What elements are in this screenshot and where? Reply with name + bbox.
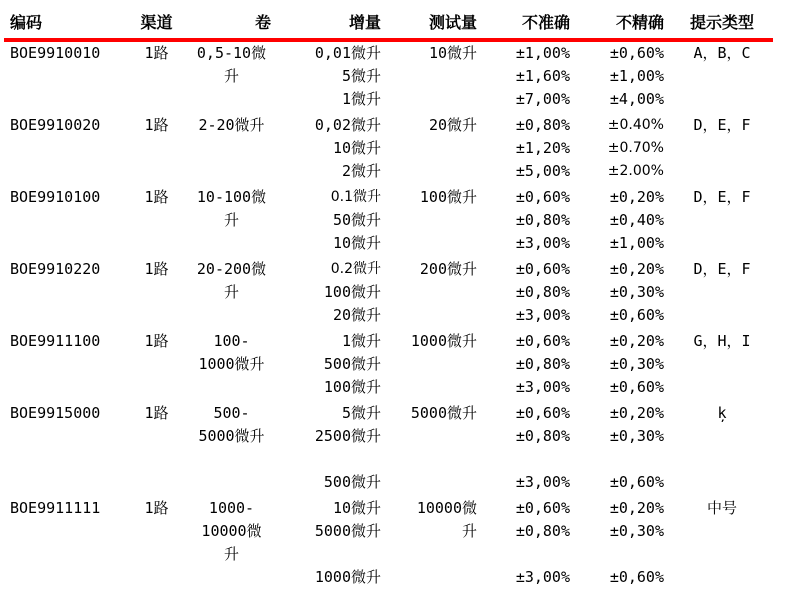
- cell-code: [4, 566, 129, 589]
- cell-increment: 5微升: [341, 67, 381, 85]
- cell-test-volume: [384, 232, 481, 255]
- cell-inaccuracy: ±5,00%: [515, 162, 570, 180]
- cell-volume: 升: [223, 283, 239, 301]
- cell-channel: 1路: [144, 188, 169, 206]
- cell-tip-type: [671, 232, 773, 255]
- column-header-inaccuracy: 不准确: [481, 8, 574, 40]
- cell-test-volume: [384, 376, 481, 399]
- cell-channel: 1路: [144, 44, 169, 62]
- cell-inaccuracy: ±0,80%: [515, 116, 570, 134]
- cell-channel: [129, 88, 184, 111]
- cell-channel: 1路: [144, 116, 169, 134]
- cell-imprecision: ±0,20%: [609, 404, 664, 422]
- cell-channel: [129, 543, 184, 566]
- cell-code: [4, 448, 129, 471]
- cell-code: [4, 304, 129, 327]
- cell-inaccuracy: ±7,00%: [515, 90, 570, 108]
- table-row: [4, 137, 773, 160]
- cell-imprecision: [574, 543, 671, 566]
- table-row: [4, 40, 773, 65]
- cell-test-volume: [384, 471, 481, 494]
- cell-imprecision: ±4,00%: [609, 90, 664, 108]
- cell-tip-type: [671, 520, 773, 543]
- cell-inaccuracy: ±3,00%: [515, 378, 570, 396]
- cell-imprecision: ±0,60%: [609, 44, 664, 62]
- cell-channel: [129, 281, 184, 304]
- cell-inaccuracy: ±0,60%: [515, 499, 570, 517]
- table-row: [4, 65, 773, 88]
- cell-tip-type: ķ: [717, 404, 727, 422]
- cell-volume: [184, 304, 279, 327]
- cell-channel: [129, 448, 184, 471]
- cell-increment: 0,02微升: [314, 116, 381, 134]
- cell-tip-type: [671, 543, 773, 566]
- cell-increment: 10微升: [332, 139, 381, 157]
- cell-volume: [184, 448, 279, 471]
- cell-channel: [129, 520, 184, 543]
- cell-inaccuracy: ±1,20%: [515, 139, 570, 157]
- cell-code: [4, 281, 129, 304]
- cell-test-volume: [384, 160, 481, 183]
- cell-test-volume: 1000微升: [410, 332, 477, 350]
- cell-volume: [184, 471, 279, 494]
- cell-tip-type: 中号: [706, 499, 737, 517]
- cell-inaccuracy: ±0,60%: [515, 260, 570, 278]
- table-row: [4, 160, 773, 183]
- cell-increment: 10微升: [332, 499, 381, 517]
- cell-imprecision: ±0.40%: [607, 117, 664, 133]
- table-row: [4, 494, 773, 520]
- cell-increment: 5000微升: [314, 522, 381, 540]
- cell-inaccuracy: ±0,80%: [515, 211, 570, 229]
- cell-channel: [129, 353, 184, 376]
- cell-increment: 5微升: [341, 404, 381, 422]
- cell-inaccuracy: ±1,60%: [515, 67, 570, 85]
- column-header-increment: 增量: [279, 8, 384, 40]
- cell-tip-type: [671, 209, 773, 232]
- cell-increment: 100微升: [323, 378, 381, 396]
- table-row: [4, 471, 773, 494]
- cell-channel: [129, 304, 184, 327]
- cell-channel: [129, 160, 184, 183]
- cell-channel: [129, 376, 184, 399]
- header-row: [4, 8, 773, 40]
- cell-imprecision: ±0,60%: [609, 378, 664, 396]
- cell-increment: 500微升: [323, 473, 381, 491]
- cell-imprecision: ±0,60%: [609, 568, 664, 586]
- table-row: [4, 376, 773, 399]
- cell-tip-type: G，H，I: [693, 332, 751, 350]
- cell-volume: 1000微升: [198, 355, 265, 373]
- cell-volume: [184, 137, 279, 160]
- cell-test-volume: [384, 566, 481, 589]
- cell-volume: 20-200微: [196, 260, 267, 278]
- cell-increment: 100微升: [323, 283, 381, 301]
- cell-imprecision: ±1,00%: [609, 67, 664, 85]
- cell-tip-type: [671, 471, 773, 494]
- cell-imprecision: ±0.70%: [607, 140, 664, 156]
- table-row: [4, 520, 773, 543]
- table-row: [4, 399, 773, 425]
- cell-code: BOE9910220: [10, 260, 101, 278]
- table-row: [4, 448, 773, 471]
- cell-inaccuracy: ±1,00%: [515, 44, 570, 62]
- cell-volume: [184, 566, 279, 589]
- cell-tip-type: D，E，F: [693, 188, 751, 206]
- cell-inaccuracy: ±0,80%: [515, 283, 570, 301]
- cell-channel: [129, 137, 184, 160]
- cell-volume: 100-: [213, 332, 250, 350]
- table-row: [4, 111, 773, 137]
- table-row: [4, 425, 773, 448]
- cell-tip-type: [671, 88, 773, 111]
- table-row: [4, 304, 773, 327]
- cell-volume: [184, 88, 279, 111]
- cell-tip-type: D，E，F: [693, 260, 751, 278]
- cell-inaccuracy: ±0,80%: [515, 427, 570, 445]
- cell-inaccuracy: ±0,80%: [515, 522, 570, 540]
- cell-test-volume: 10微升: [428, 44, 477, 62]
- table-row: [4, 255, 773, 281]
- cell-volume: 5000微升: [198, 427, 265, 445]
- cell-test-volume: 5000微升: [410, 404, 477, 422]
- cell-code: BOE9911100: [10, 332, 101, 350]
- cell-volume: [184, 376, 279, 399]
- cell-tip-type: [671, 448, 773, 471]
- cell-code: BOE9911111: [10, 499, 101, 517]
- cell-imprecision: ±0,40%: [609, 211, 664, 229]
- cell-increment: 50微升: [332, 211, 381, 229]
- table-body: [4, 40, 773, 589]
- cell-tip-type: [671, 353, 773, 376]
- column-header-code: 编码: [4, 8, 129, 40]
- cell-imprecision: ±0,20%: [609, 188, 664, 206]
- cell-tip-type: [671, 566, 773, 589]
- cell-imprecision: ±0,30%: [609, 355, 664, 373]
- cell-test-volume: [384, 137, 481, 160]
- cell-volume: 升: [223, 545, 239, 563]
- cell-volume: 升: [223, 211, 239, 229]
- column-header-test-volume: 测试量: [384, 8, 481, 40]
- cell-channel: 1路: [144, 404, 169, 422]
- cell-inaccuracy: ±0,60%: [515, 188, 570, 206]
- cell-increment: 0,01微升: [314, 44, 381, 62]
- cell-test-volume: [384, 65, 481, 88]
- cell-inaccuracy: ±0,60%: [515, 404, 570, 422]
- cell-increment: 0.2微升: [330, 261, 381, 277]
- cell-imprecision: ±1,00%: [609, 234, 664, 252]
- cell-volume: 500-: [213, 404, 250, 422]
- cell-test-volume: [384, 304, 481, 327]
- cell-code: [4, 160, 129, 183]
- table-row: [4, 566, 773, 589]
- cell-code: BOE9910010: [10, 44, 101, 62]
- cell-imprecision: ±0,60%: [609, 473, 664, 491]
- cell-increment: 1微升: [341, 90, 381, 108]
- cell-inaccuracy: [481, 448, 574, 471]
- cell-code: [4, 425, 129, 448]
- column-header-imprecision: 不精确: [574, 8, 671, 40]
- cell-tip-type: [671, 137, 773, 160]
- cell-code: [4, 520, 129, 543]
- cell-volume: [184, 232, 279, 255]
- table-row: [4, 232, 773, 255]
- cell-inaccuracy: ±0,80%: [515, 355, 570, 373]
- cell-test-volume: [384, 209, 481, 232]
- cell-code: [4, 543, 129, 566]
- table-row: [4, 353, 773, 376]
- cell-tip-type: [671, 160, 773, 183]
- cell-channel: [129, 232, 184, 255]
- cell-code: [4, 137, 129, 160]
- cell-imprecision: ±0,30%: [609, 522, 664, 540]
- cell-channel: [129, 471, 184, 494]
- cell-code: [4, 88, 129, 111]
- cell-volume: [184, 160, 279, 183]
- column-header-channel: 渠道: [129, 8, 184, 40]
- cell-tip-type: [671, 65, 773, 88]
- cell-channel: 1路: [144, 499, 169, 517]
- cell-code: BOE9910100: [10, 188, 101, 206]
- table-row: [4, 88, 773, 111]
- cell-channel: 1路: [144, 332, 169, 350]
- cell-tip-type: [671, 425, 773, 448]
- cell-inaccuracy: ±3,00%: [515, 306, 570, 324]
- cell-tip-type: [671, 304, 773, 327]
- cell-inaccuracy: ±0,60%: [515, 332, 570, 350]
- cell-test-volume: [384, 281, 481, 304]
- cell-code: [4, 376, 129, 399]
- cell-code: BOE9910020: [10, 116, 101, 134]
- cell-test-volume: [384, 425, 481, 448]
- cell-imprecision: ±0,60%: [609, 306, 664, 324]
- cell-tip-type: A，B，C: [693, 44, 751, 62]
- cell-volume: 10000微: [201, 522, 262, 540]
- cell-increment: [279, 448, 384, 471]
- cell-increment: 0.1微升: [330, 189, 381, 205]
- cell-inaccuracy: ±3,00%: [515, 568, 570, 586]
- cell-increment: 20微升: [332, 306, 381, 324]
- table-row: [4, 183, 773, 209]
- cell-test-volume: 200微升: [419, 260, 477, 278]
- cell-increment: 1微升: [341, 332, 381, 350]
- cell-code: [4, 353, 129, 376]
- cell-increment: 2微升: [341, 162, 381, 180]
- cell-volume: 10-100微: [196, 188, 267, 206]
- cell-imprecision: ±2.00%: [607, 163, 664, 179]
- cell-increment: [279, 543, 384, 566]
- cell-imprecision: ±0,20%: [609, 332, 664, 350]
- cell-imprecision: ±0,30%: [609, 427, 664, 445]
- column-header-volume: 卷: [184, 8, 279, 40]
- cell-volume: 0,5-10微: [196, 44, 267, 62]
- cell-test-volume: 100微升: [419, 188, 477, 206]
- table-row: [4, 327, 773, 353]
- table-header: [4, 8, 773, 40]
- cell-volume: 1000-: [208, 499, 255, 517]
- cell-increment: 10微升: [332, 234, 381, 252]
- cell-imprecision: ±0,30%: [609, 283, 664, 301]
- cell-channel: 1路: [144, 260, 169, 278]
- cell-code: [4, 232, 129, 255]
- cell-test-volume: [384, 448, 481, 471]
- cell-inaccuracy: [481, 543, 574, 566]
- cell-code: BOE9915000: [10, 404, 101, 422]
- cell-volume: 2-20微升: [198, 116, 265, 134]
- cell-test-volume: 升: [461, 522, 477, 540]
- cell-increment: 2500微升: [314, 427, 381, 445]
- table-row: [4, 281, 773, 304]
- cell-code: [4, 209, 129, 232]
- cell-volume: 升: [223, 67, 239, 85]
- table-row: [4, 209, 773, 232]
- cell-channel: [129, 425, 184, 448]
- cell-test-volume: 20微升: [428, 116, 477, 134]
- cell-imprecision: ±0,20%: [609, 260, 664, 278]
- cell-imprecision: ±0,20%: [609, 499, 664, 517]
- cell-channel: [129, 65, 184, 88]
- cell-test-volume: [384, 88, 481, 111]
- table-row: [4, 543, 773, 566]
- cell-imprecision: [574, 448, 671, 471]
- cell-test-volume: [384, 543, 481, 566]
- cell-test-volume: [384, 353, 481, 376]
- cell-code: [4, 471, 129, 494]
- cell-channel: [129, 566, 184, 589]
- cell-tip-type: D，E，F: [693, 116, 751, 134]
- cell-tip-type: [671, 281, 773, 304]
- cell-code: [4, 65, 129, 88]
- cell-increment: 500微升: [323, 355, 381, 373]
- cell-increment: 1000微升: [314, 568, 381, 586]
- cell-inaccuracy: ±3,00%: [515, 234, 570, 252]
- pipette-spec-table: [4, 8, 773, 589]
- column-header-tip-type: 提示类型: [671, 8, 773, 40]
- cell-channel: [129, 209, 184, 232]
- cell-tip-type: [671, 376, 773, 399]
- cell-inaccuracy: ±3,00%: [515, 473, 570, 491]
- cell-test-volume: 10000微: [416, 499, 477, 517]
